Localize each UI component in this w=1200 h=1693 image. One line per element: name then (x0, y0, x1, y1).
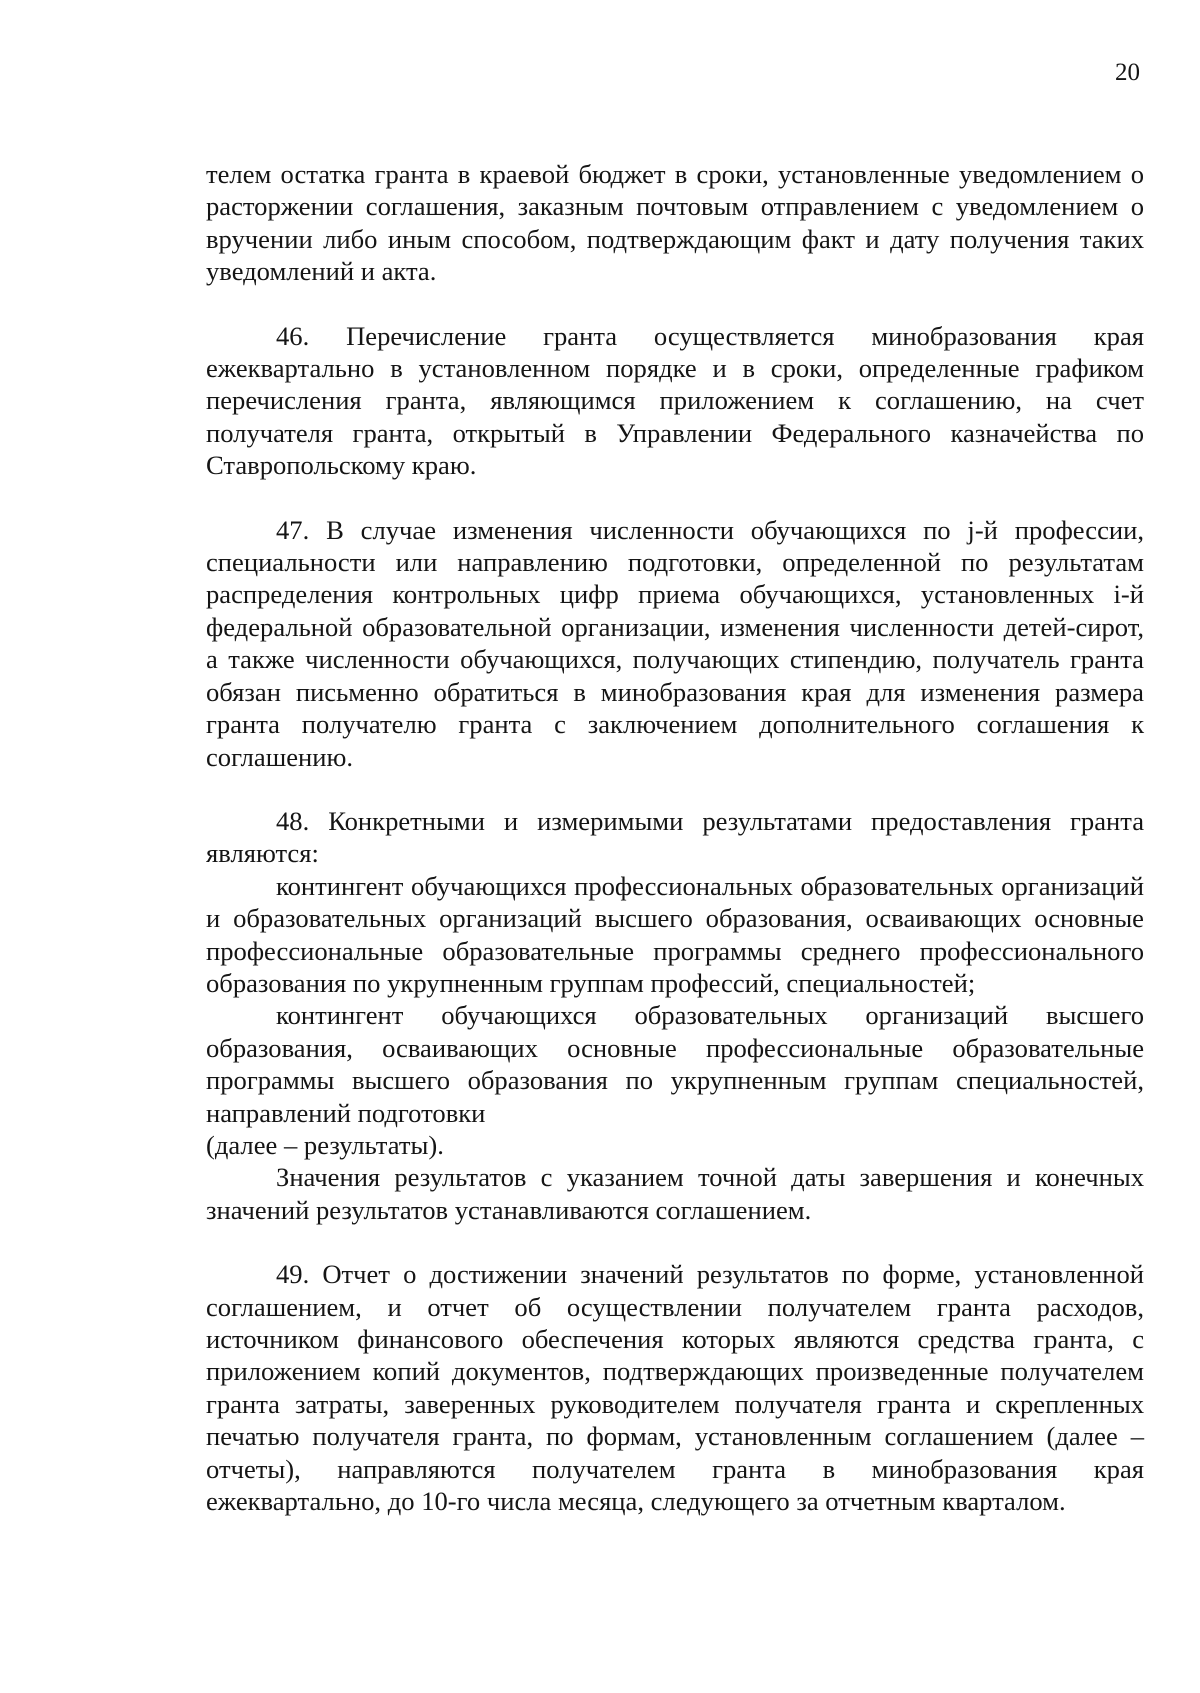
document-body (206, 158, 1144, 1517)
paragraph-48-item-1: контингент обучающихся профессиональных образовательных организаций и образовательных организаций высшего образования, осваивающих основные профессиональные образовательные программы среднего профессионального образования по укрупненным группам профессий, специальностей; (206, 870, 1144, 998)
paragraph-48-values: Значения результатов с указанием точной даты завершения и конечных значений результатов устанавливаются соглашением. (206, 1162, 1144, 1225)
paragraph-47: 47. В случае изменения численности обучающихся по j-й профессии, специальности или направлению подготовки, определенной по результатам распределения контрольных цифр приема обучающихся, установленных i-й федеральной образовательной организации, изменения численности детей-сирот, а также численности обучающихся, получающих стипендию, получатель гранта обязан письменно обратиться в минобразования края для изменения размера гранта получателю гранта с заключением дополнительного соглашения к соглашению. (206, 514, 1144, 772)
paragraph-49: 49. Отчет о достижении значений результатов по форме, установленной соглашением, и отчет об осуществлении получателем гранта расходов, источником финансового обеспечения которых являются средства гранта, с приложением копий документов, подтверждающих произведенные получателем гранта затраты, заверенных руководителем получателя гранта и скрепленных печатью получателя гранта, по формам, установленным соглашением (далее – отчеты), направляются получателем гранта в минобразования края ежеквартально, до 10-го числа месяца, следующего за отчетным кварталом. (206, 1259, 1144, 1517)
paragraph-48-item-2: контингент обучающихся образовательных организаций высшего образования, осваивающих основные профессиональные образовательные программы высшего образования по укрупненным группам специальностей, направлений подготовки (206, 1000, 1144, 1128)
paragraph-48-note: (далее – результаты). (206, 1129, 444, 1160)
paragraph-46: 46. Перечисление гранта осуществляется минобразования края ежеквартально в установленном порядке и в сроки, определенные графиком перечисления гранта, являющимся приложением к соглашению, на счет получателя гранта, открытый в Управлении Федерального казначейства по Ставропольскому краю. (206, 320, 1144, 481)
paragraph-48: 48. Конкретными и измеримыми результатами предоставления гранта являются: (206, 805, 1144, 869)
page-number: 20 (1115, 59, 1140, 86)
paragraph-continuation: телем остатка гранта в краевой бюджет в сроки, установленные уведомлением о расторжении соглашения, заказным почтовым отправлением с уведомлением о вручении либо иным способом, подтверждающим факт и дату получения таких уведомлений и акта. (206, 159, 1144, 287)
